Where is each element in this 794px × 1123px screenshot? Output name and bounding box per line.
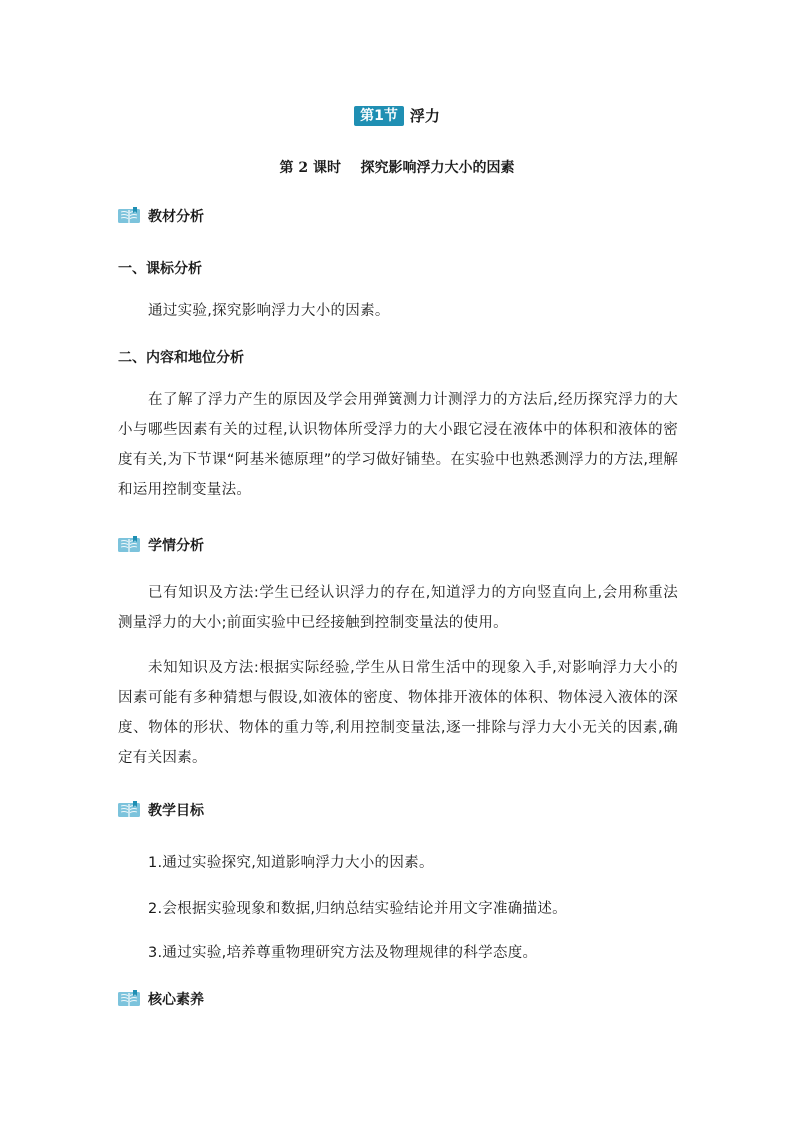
paragraph-unknown: 未知知识及方法:根据实际经验,学生从日常生活中的现象入手,对影响浮力大小的因素可能有多种猜想与假设,如液体的密度、物体排开液体的体积、物体浸入液体的深度、物体的形状、物体的重力等,利用控制变量法,逐一排除与浮力大小无关的因素,确定有关因素。 <box>118 660 678 766</box>
open-book-icon <box>118 536 140 554</box>
goal-item-1: 1.通过实验探究,知道影响浮力大小的因素。 <box>148 855 434 871</box>
section-teaching-goals <box>118 800 204 820</box>
chapter-title: 浮力 <box>409 107 440 125</box>
open-book-icon <box>118 207 140 225</box>
goal-item-3: 3.通过实验,培养尊重物理研究方法及物理规律的科学态度。 <box>148 945 538 961</box>
chapter-badge: 第1节 <box>354 106 404 126</box>
section-label: 教学目标 <box>148 803 204 819</box>
section-label: 学情分析 <box>148 538 204 554</box>
open-book-icon <box>118 990 140 1008</box>
section-student-analysis <box>118 535 204 555</box>
section-label: 教材分析 <box>148 209 204 225</box>
paragraph-known: 已有知识及方法:学生已经认识浮力的存在,知道浮力的方向竖直向上,会用称重法测量浮力的大小;前面实验中已经接触到控制变量法的使用。 <box>118 585 678 631</box>
sub-heading-content: 二、内容和地位分析 <box>118 350 244 366</box>
paragraph-content: 在了解了浮力产生的原因及学会用弹簧测力计测浮力的方法后,经历探究浮力的大小与哪些因素有关的过程,认识物体所受浮力的大小跟它浸在液体中的体积和液体的密度有关,为下节课“阿基米德原理”的学习做好铺垫。在实验中也熟悉测浮力的方法,理解和运用控制变量法。 <box>118 392 678 498</box>
chapter-header <box>0 105 794 126</box>
section-textbook-analysis <box>118 206 204 226</box>
section-core-literacy <box>118 989 204 1009</box>
open-book-icon <box>118 801 140 819</box>
lesson-title: 第 2 课时 探究影响浮力大小的因素 <box>279 160 515 176</box>
goal-item-2: 2.会根据实验现象和数据,归纳总结实验结论并用文字准确描述。 <box>148 901 567 917</box>
sub-heading-curriculum: 一、课标分析 <box>118 261 202 277</box>
paragraph-curriculum: 通过实验,探究影响浮力大小的因素。 <box>148 303 390 319</box>
section-label: 核心素养 <box>148 992 204 1008</box>
